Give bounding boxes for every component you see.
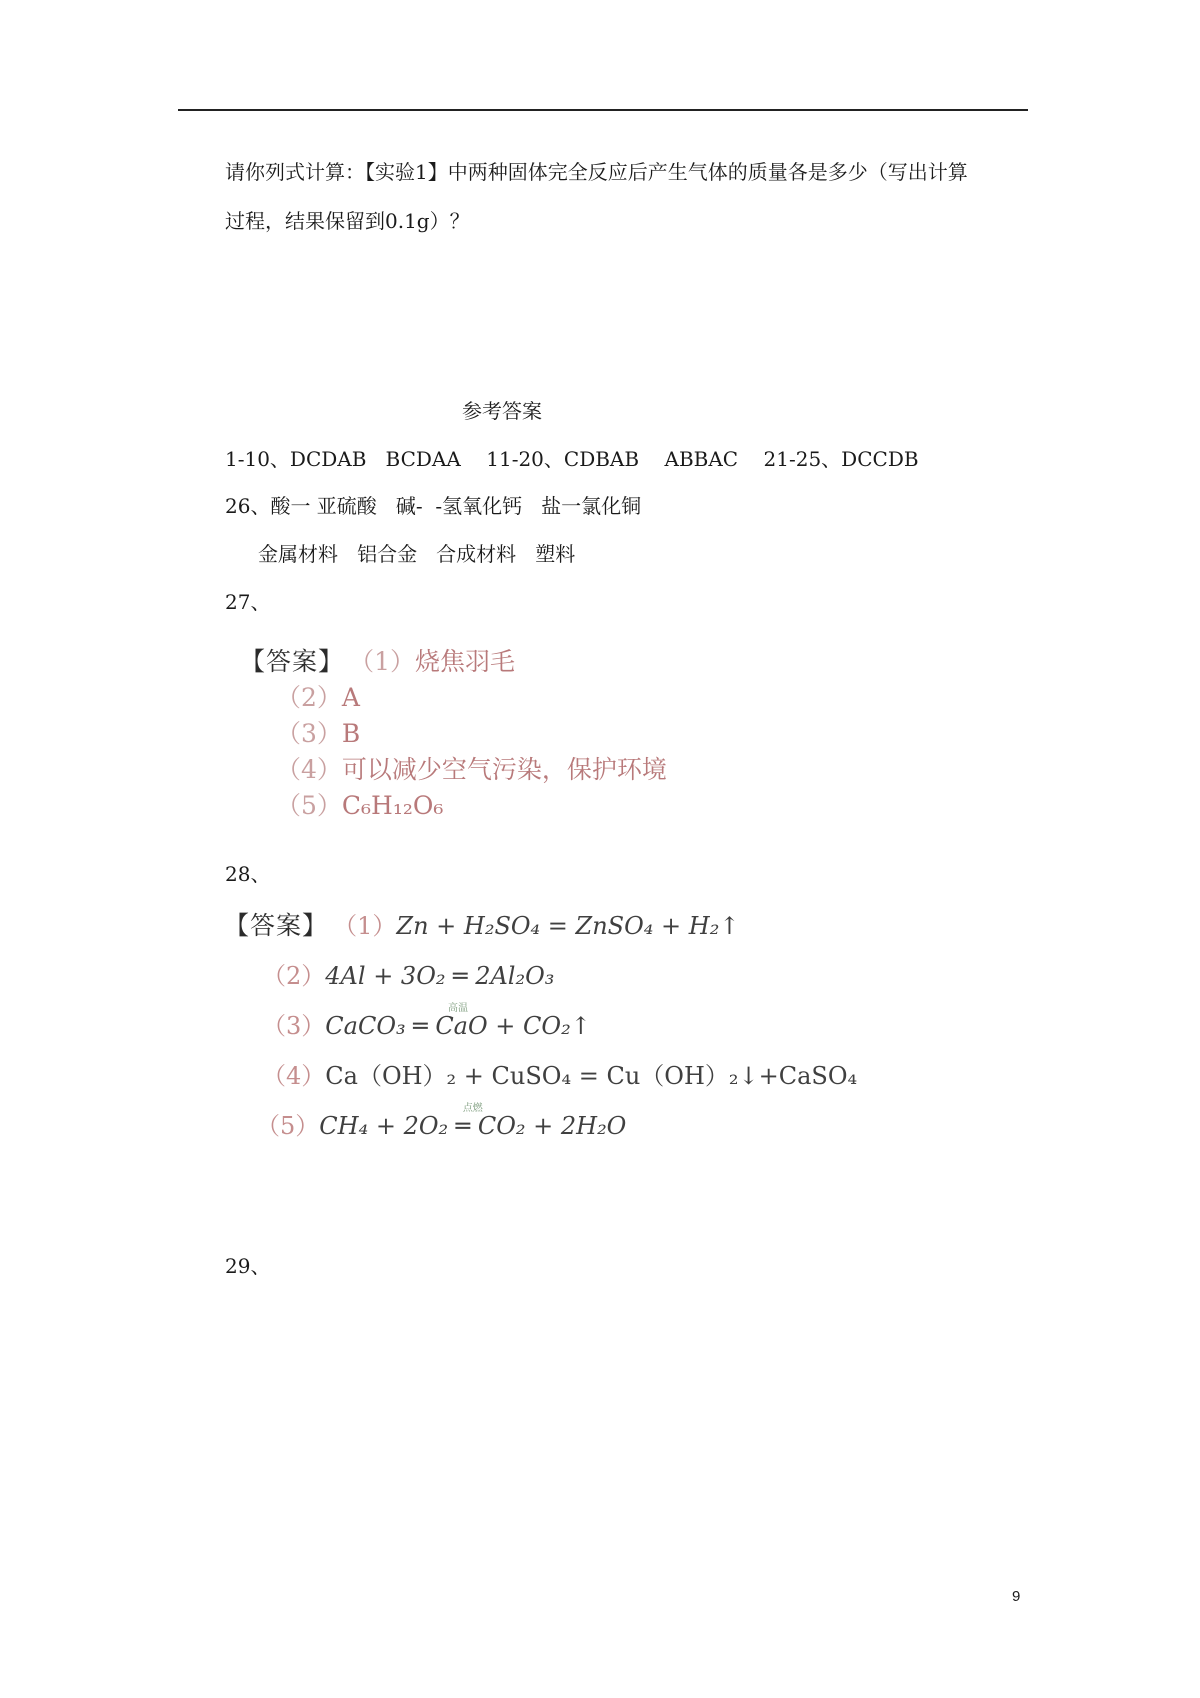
- question-line-2: 过程，结果保留到0.1g）？: [225, 209, 470, 233]
- q28-item-3-condition: 高温: [448, 1003, 469, 1014]
- q28-item-4: （4）Ca（OH）₂ + CuSO₄ = Cu（OH）₂↓+CaSO₄: [262, 1062, 858, 1090]
- q29-label: 29、: [225, 1254, 271, 1278]
- q27-item-4: （4）可以减少空气污染，保护环境: [276, 755, 667, 784]
- question-line-1: 请你列式计算：【实验1】中两种固体完全反应后产生气体的质量各是多少（写出计算: [225, 160, 968, 184]
- q28-label: 28、: [225, 862, 271, 886]
- answers-heading: 参考答案: [462, 399, 542, 423]
- q28-answer-tag: 【答案】: [224, 911, 329, 940]
- q26-answer-line-1: 26、酸一 亚硫酸 碱- -氢氧化钙 盐一氯化铜: [225, 494, 642, 518]
- q28-item-5: （5） 点燃 CH₄ + 2O₂ ═ CO₂ + 2H₂O: [256, 1106, 857, 1156]
- q28-item-1: （1）Zn + H₂SO₄ = ZnSO₄ + H₂↑: [333, 912, 740, 940]
- q28-answer-block: [224, 906, 857, 1156]
- q26-answer-line-2: 金属材料 铝合金 合成材料 塑料: [258, 542, 576, 566]
- q27-label: 27、: [225, 590, 271, 614]
- header-rule: [178, 109, 1028, 111]
- page-number: 9: [1012, 1588, 1021, 1605]
- q27-answer-tag: 【答案】: [240, 647, 345, 676]
- q27-item-2: （2）A: [276, 683, 360, 712]
- q27-item-5: （5）C₆H₁₂O₆: [276, 791, 444, 820]
- q27-item-3: （3）B: [276, 719, 361, 748]
- q28-item-3: （3） 高温 CaCO₃ ═ CaO + CO₂↑: [262, 1006, 857, 1056]
- q28-item-2: （2）4Al + 3O₂ ═ 2Al₂O₃: [262, 962, 555, 990]
- q27-answer-block: [240, 642, 667, 822]
- q27-item-1: （1）烧焦羽毛: [349, 647, 516, 676]
- q28-item-5-condition: 点燃: [462, 1103, 483, 1114]
- multiple-choice-answers: 1-10、DCDAB BCDAA 11-20、CDBAB ABBAC 21-25、DCCDB: [225, 447, 919, 471]
